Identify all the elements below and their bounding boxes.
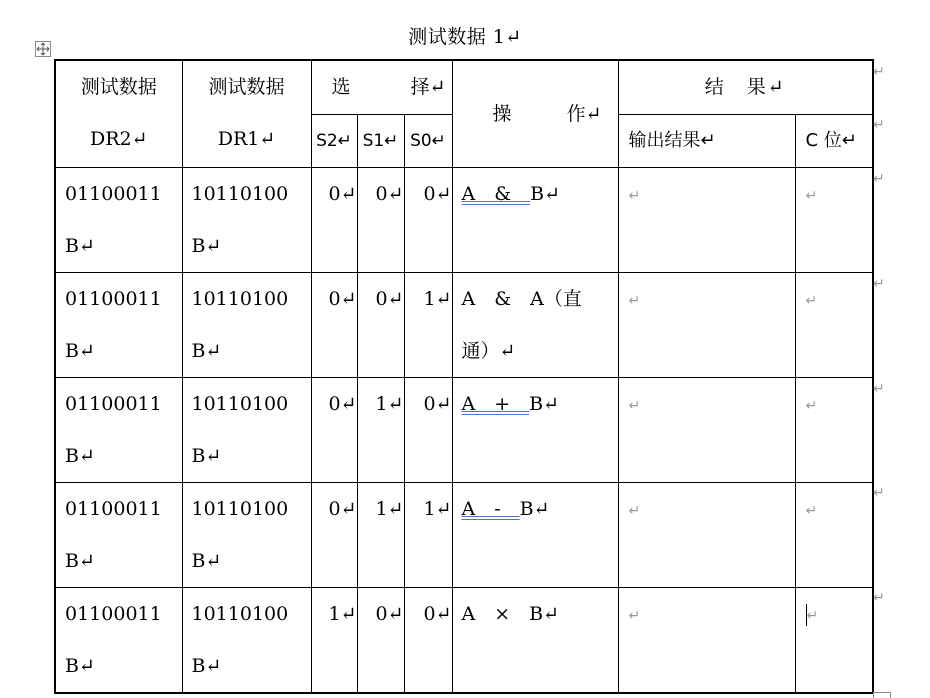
cell-dr2[interactable] (55, 588, 182, 694)
cell-c-flag[interactable] (795, 483, 873, 588)
operation-expr: A × (461, 603, 530, 625)
header-operation-left: 操 (492, 103, 512, 125)
dr2-suffix: B↵ (65, 655, 95, 677)
dr2-value: 01100011 (65, 288, 162, 310)
cell-dr2[interactable] (55, 378, 182, 483)
header-dr2-line2: DR2↵ (89, 128, 148, 150)
cell-output[interactable] (618, 483, 795, 588)
operation-expr: A & A（直 (461, 288, 582, 310)
operation-expr: A & (461, 183, 531, 205)
cell-operation[interactable] (452, 483, 618, 588)
dr1-value: 10110100 (191, 183, 289, 205)
cell-s0[interactable]: 0↵ (404, 378, 452, 483)
cell-s1[interactable]: 0↵ (357, 588, 404, 694)
paragraph-mark: ↵ (628, 188, 641, 204)
cell-c-flag[interactable] (795, 588, 873, 694)
paragraph-mark: ↵ (628, 398, 641, 414)
cell-dr2[interactable] (55, 168, 182, 273)
header-operation[interactable] (452, 60, 618, 168)
dr1-value: 10110100 (191, 603, 289, 625)
operation-expr: A - (461, 498, 520, 520)
cell-output[interactable] (618, 168, 795, 273)
cell-output[interactable] (618, 273, 795, 378)
paragraph-mark: ↵ (628, 608, 641, 624)
row-end-mark: ↵ (873, 171, 885, 187)
cell-s2[interactable]: 0↵ (311, 378, 357, 483)
paragraph-mark: ↵ (805, 503, 818, 519)
table-row (55, 483, 873, 588)
operation-operand: B↵ (530, 183, 561, 205)
cell-dr2[interactable] (55, 483, 182, 588)
test-data-table (54, 59, 874, 694)
header-dr2-line1: 测试数据 (80, 76, 157, 98)
cell-operation[interactable] (452, 273, 618, 378)
header-dr1-line1: 测试数据 (208, 76, 285, 98)
cell-s0[interactable]: 0↵ (404, 168, 452, 273)
row-end-mark: ↵ (873, 381, 885, 397)
dr2-value: 01100011 (65, 603, 162, 625)
row-end-mark: ↵ (873, 117, 885, 133)
header-select[interactable] (311, 60, 452, 114)
cell-s2[interactable]: 0↵ (311, 273, 357, 378)
header-c-flag[interactable]: C 位↵ (795, 114, 873, 168)
dr2-suffix: B↵ (65, 550, 95, 572)
table-row (55, 273, 873, 378)
paragraph-mark: ↵ (806, 608, 819, 624)
cell-dr1[interactable] (182, 483, 311, 588)
dr2-suffix: B↵ (65, 235, 95, 257)
row-end-mark: ↵ (873, 64, 885, 80)
cell-operation[interactable] (452, 378, 618, 483)
header-dr1[interactable] (182, 60, 311, 168)
cell-s1[interactable]: 0↵ (357, 168, 404, 273)
dr1-suffix: B↵ (191, 235, 222, 257)
dr1-value: 10110100 (191, 498, 289, 520)
dr1-suffix: B↵ (191, 655, 222, 677)
cell-s0[interactable]: 0↵ (404, 588, 452, 694)
dr1-value: 10110100 (191, 393, 289, 415)
operation-line2: 通）↵ (461, 340, 516, 362)
dr1-suffix: B↵ (191, 340, 222, 362)
cell-operation[interactable] (452, 168, 618, 273)
header-output-result[interactable]: 输出结果↵ (618, 114, 795, 168)
row-end-mark: ↵ (873, 276, 885, 292)
header-s1[interactable]: S1↵ (357, 114, 404, 168)
cell-output[interactable] (618, 588, 795, 694)
table-title: 测试数据 1↵ (408, 26, 522, 48)
header-s0[interactable]: S0↵ (404, 114, 452, 168)
paragraph-mark: ↵ (805, 398, 818, 414)
cell-s2[interactable]: 1↵ (311, 588, 357, 694)
cell-dr1[interactable] (182, 588, 311, 694)
table-row (55, 168, 873, 273)
table-resize-handle[interactable] (873, 692, 891, 698)
table-row (55, 378, 873, 483)
operation-operand: B↵ (519, 498, 550, 520)
cell-s0[interactable]: 1↵ (404, 483, 452, 588)
cell-s1[interactable]: 1↵ (357, 483, 404, 588)
row-end-mark: ↵ (873, 590, 885, 606)
header-select-right: 择↵ (410, 76, 446, 98)
cell-dr1[interactable] (182, 168, 311, 273)
table-row (55, 588, 873, 694)
header-result[interactable]: 结 果↵ (618, 60, 873, 114)
cell-output[interactable] (618, 378, 795, 483)
cell-dr1[interactable] (182, 273, 311, 378)
cell-s0[interactable]: 1↵ (404, 273, 452, 378)
cell-s2[interactable]: 0↵ (311, 483, 357, 588)
cell-dr2[interactable] (55, 273, 182, 378)
cell-c-flag[interactable] (795, 273, 873, 378)
dr2-value: 01100011 (65, 498, 162, 520)
header-operation-right: 作↵ (566, 103, 602, 125)
cell-c-flag[interactable] (795, 168, 873, 273)
dr2-suffix: B↵ (65, 340, 95, 362)
header-select-left: 选 (331, 76, 351, 98)
paragraph-mark: ↵ (628, 293, 641, 309)
cell-s2[interactable]: 0↵ (311, 168, 357, 273)
operation-operand: B↵ (529, 393, 560, 415)
operation-expr: A + (461, 393, 530, 415)
row-end-mark: ↵ (873, 485, 885, 501)
header-dr2[interactable] (55, 60, 182, 168)
dr2-value: 01100011 (65, 183, 162, 205)
header-dr1-line2: DR1↵ (217, 128, 276, 150)
dr1-suffix: B↵ (191, 550, 222, 572)
cell-dr1[interactable] (182, 378, 311, 483)
cell-s1[interactable]: 1↵ (357, 378, 404, 483)
paragraph-mark: ↵ (805, 293, 818, 309)
cell-c-flag[interactable] (795, 378, 873, 483)
operation-operand: B↵ (529, 603, 560, 625)
dr2-suffix: B↵ (65, 445, 95, 467)
dr1-suffix: B↵ (191, 445, 222, 467)
paragraph-mark: ↵ (805, 188, 818, 204)
dr1-value: 10110100 (191, 288, 289, 310)
dr2-value: 01100011 (65, 393, 162, 415)
cell-s1[interactable]: 0↵ (357, 273, 404, 378)
paragraph-mark: ↵ (628, 503, 641, 519)
cell-operation[interactable] (452, 588, 618, 694)
header-s2[interactable]: S2↵ (311, 114, 357, 168)
